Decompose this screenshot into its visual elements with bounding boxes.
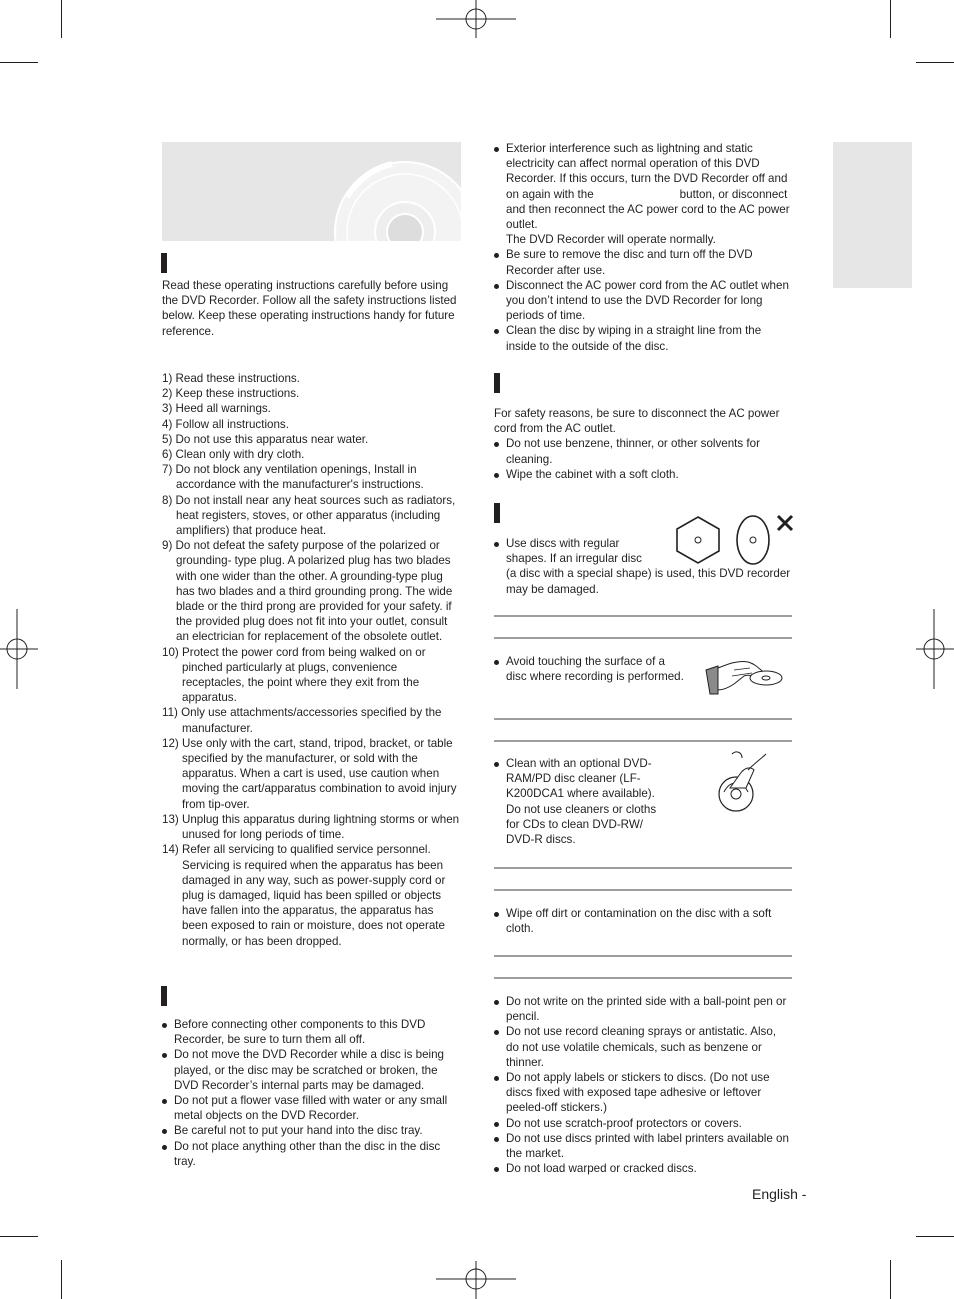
list-item: Do not use scratch-proof protectors or covers. [494, 1116, 792, 1131]
list-item: 11) Only use attachments/accessories specified by the manufacturer. [162, 706, 442, 735]
list-item: 14) Refer all servicing to qualified service personnel. Servicing is required when the apparatus has been damaged in any way, such as power-supply cord or plug is damaged, liquid has been spilled or objects have fallen into the apparatus, the apparatus has been exposed to rain or moisture, does not operate normally, or has been dropped. [162, 843, 446, 948]
hand-holding-disc-icon [704, 654, 784, 696]
page-footer: English - [752, 1186, 807, 1202]
list-item: Wipe off dirt or contamination on the disc with a soft cloth. [494, 906, 792, 936]
crop-mark [0, 1236, 38, 1237]
list-item: Do not put a flower vase filled with water or any small metal objects on the DVD Recorder. [162, 1093, 462, 1123]
list-item: Do not use discs printed with label printers available on the market. [494, 1131, 792, 1161]
list-item: 10) Protect the power cord from being walked on or pinched particularly at plugs, convenience receptacles, the point where they exit from the apparatus. [162, 645, 426, 705]
list-item: 9) Do not defeat the safety purpose of the polarized or grounding- type plug. A polarized plug has two blades with one wider than the other. A grounding-type plug has two blades and a third grounding prong. The wide blade or the third prong are provided for your safety. if the provided plug does not fit into your outlet, consult an electrician for replacement of the obsolete outlet. [162, 539, 453, 644]
list-item: Do not use benzene, thinner, or other solvents for cleaning. [494, 436, 792, 466]
disc-cleaner-icon [708, 748, 770, 814]
crop-mark [890, 1260, 891, 1299]
list-item: 13) Unplug this apparatus during lightning storms or when unused for long periods of time. [162, 812, 460, 842]
handling-cautions [162, 1017, 462, 1169]
cabinet-intro: For safety reasons, be sure to disconnect the AC power cord from the AC outlet. [494, 407, 780, 436]
list-item: Do not apply labels or stickers to discs. (Do not use discs fixed with exposed tape adhesive or leftover peeled-off stickers.) [494, 1070, 792, 1116]
cross-mark-icon [776, 514, 794, 532]
disc-storage-notes [494, 994, 792, 1176]
disc-graphic [162, 142, 461, 241]
list-item: Be sure to remove the disc and turn off the DVD Recorder after use. [494, 247, 792, 277]
crop-mark [916, 1236, 954, 1237]
list-item: Do not use record cleaning sprays or antistatic. Also, do not use volatile chemicals, such as benzene or thinner. [494, 1024, 792, 1070]
cabinet-maintenance [494, 406, 792, 482]
crop-mark [61, 0, 62, 38]
intro-text-block [162, 278, 460, 339]
disc-holding-note [494, 654, 704, 684]
list-item: Do not load warped or cracked discs. [494, 1161, 792, 1176]
list-item: 8) Do not install near any heat sources such as radiators, heat registers, stoves, or other apparatus (including amplifiers) that produce heat. [162, 493, 456, 538]
list-item: Before connecting other components to this DVD Recorder, be sure to turn them all off. [162, 1017, 462, 1047]
registration-mark-icon [436, 1259, 516, 1299]
list-item: Clean the disc by wiping in a straight line from the inside to the outside of the disc. [494, 323, 792, 353]
list-item: 5) Do not use this apparatus near water. [162, 432, 369, 446]
section-tab [833, 142, 912, 288]
list-item: Clean with an optional DVD- RAM/PD disc cleaner (LF- K200DCA1 where available). Do not use cleaners or cloths for CDs to clean DVD-RW/ DVD-R discs. [494, 756, 694, 847]
list-item: 1) Read these instructions. [162, 372, 300, 385]
divider-rule [494, 955, 792, 957]
divider-rule [494, 977, 792, 979]
oval-disc-icon [734, 514, 772, 566]
crop-mark [916, 62, 954, 63]
list-item: 12) Use only with the cart, stand, tripod, bracket, or table specified by the manufacturer, or sold with the apparatus. When a cart is used, use caution when moving the cart/apparatus combination to avoid injury from tip-over. [162, 736, 457, 811]
list-item: 3) Heed all warnings. [162, 402, 271, 416]
section-heading-bar [161, 986, 167, 1006]
list-item: Avoid touching the surface of a disc where recording is performed. [494, 654, 704, 684]
registration-mark-icon [436, 0, 516, 40]
list-item: 2) Keep these instructions. [162, 387, 300, 401]
handling-list [162, 1017, 462, 1169]
list-item: Disconnect the AC power cord from the AC outlet when you don’t intend to use the DVD Recorder for long periods of time. [494, 278, 792, 324]
list-item: Do not write on the printed side with a ball-point pen or pencil. [494, 994, 792, 1024]
list-item: Exterior interference such as lightning and static electricity can affect normal operation of this DVD Recorder. If this occurs, turn the DVD Recorder off and on again with the button, or disconnect and then reconnect the AC power cord to the AC power outlet. The DVD Recorder will operate normally. [494, 141, 792, 247]
power-notes [494, 141, 792, 354]
divider-rule [494, 718, 792, 720]
list-item: 7) Do not block any ventilation openings, Install in accordance with the manufacturer's instructions. [162, 463, 424, 492]
header-banner [162, 142, 461, 241]
section-heading-bar [494, 373, 500, 393]
intro-text: Read these operating instructions carefully before using the DVD Recorder. Follow all the safety instructions listed below. Keep these operating instructions handy for future reference. [162, 279, 457, 338]
crop-mark [890, 0, 891, 38]
divider-rule [494, 637, 792, 639]
divider-rule [494, 889, 792, 891]
list-item: Wipe the cabinet with a soft cloth. [494, 467, 792, 482]
crop-mark [61, 1260, 62, 1299]
list-item: Be careful not to put your hand into the disc tray. [162, 1123, 462, 1138]
list-item: Do not place anything other than the disc in the disc tray. [162, 1139, 462, 1169]
section-heading-bar [161, 253, 167, 273]
safety-instructions [162, 371, 462, 949]
disc-cleaner-note [494, 756, 694, 847]
list-item: 6) Clean only with dry cloth. [162, 448, 305, 462]
list-item: 4) Follow all instructions. [162, 417, 289, 431]
registration-mark-icon [0, 609, 40, 689]
section-heading-bar [494, 503, 500, 523]
disc-wipe-note [494, 906, 792, 936]
divider-rule [494, 615, 792, 617]
safety-list [162, 371, 462, 949]
divider-rule [494, 867, 792, 869]
list-item: Do not move the DVD Recorder while a disc is being played, or the disc may be scratched or broken, the DVD Recorder’s internal parts may be damaged. [162, 1047, 462, 1093]
divider-rule [494, 740, 792, 742]
crop-mark [0, 62, 38, 63]
list-item: Use discs with regular shapes. If an irregular disc (a disc with a special shape) is used, this DVD recorder may be damaged. [494, 536, 792, 597]
registration-mark-icon [914, 609, 954, 689]
hexagon-disc-icon [674, 515, 722, 565]
